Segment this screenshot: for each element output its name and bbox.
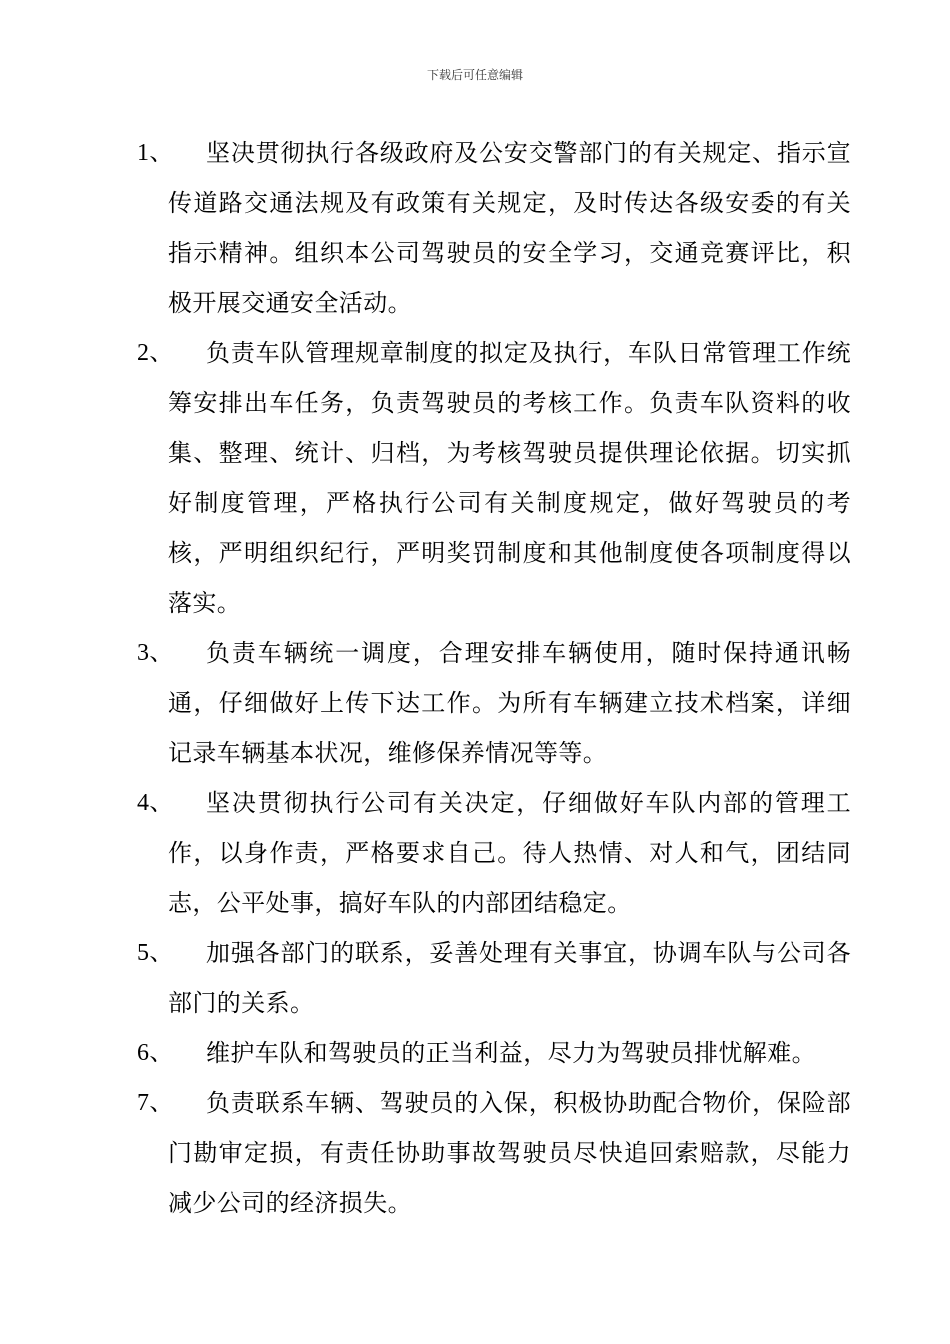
list-item (137, 628, 851, 778)
item-text: 加强各部门的联系，妥善处理有关事宜，协调车队与公司各部门的关系。 (168, 939, 851, 1017)
item-number: 6、 (137, 1040, 174, 1066)
item-text: 负责车队管理规章制度的拟定及执行，车队日常管理工作统筹安排出车任务，负责驾驶员的考核工作。负责车队资料的收集、整理、统计、归档，为考核驾驶员提供理论依据。切实抓好制度管理，严格执行公司有关制度规定，做好驾驶员的考核，严明组织纪行，严明奖罚制度和其他制度使各项制度得以落实。 (168, 339, 851, 617)
item-number: 4、 (137, 790, 174, 816)
item-text: 负责车辆统一调度，合理安排车辆使用，随时保持通讯畅通，仔细做好上传下达工作。为所有车辆建立技术档案，详细记录车辆基本状况，维修保养情况等等。 (168, 639, 851, 767)
list-item (137, 1078, 851, 1228)
item-text: 负责联系车辆、驾驶员的入保，积极协助配合物价，保险部门勘审定损，有责任协助事故驾驶员尽快追回索赔款，尽能力减少公司的经济损失。 (168, 1089, 851, 1217)
header-note: 下载后可任意编辑 (426, 68, 523, 82)
item-number: 3、 (137, 640, 174, 666)
list-item (137, 1028, 851, 1078)
item-text: 坚决贯彻执行公司有关决定，仔细做好车队内部的管理工作，以身作责，严格要求自己。待人热情、对人和气，团结同志，公平处事，搞好车队的内部团结稳定。 (168, 789, 851, 917)
item-number: 1、 (137, 140, 174, 166)
item-text: 坚决贯彻执行各级政府及公安交警部门的有关规定、指示宣传道路交通法规及有政策有关规定，及时传达各级安委的有关指示精神。组织本公司驾驶员的安全学习，交通竞赛评比，积极开展交通安全活动。 (168, 139, 851, 317)
item-number: 5、 (137, 940, 174, 966)
item-number: 7、 (137, 1090, 174, 1116)
item-text: 维护车队和驾驶员的正当利益，尽力为驾驶员排忧解难。 (206, 1039, 816, 1067)
list-item (137, 128, 851, 328)
list-item (137, 328, 851, 628)
item-number: 2、 (137, 340, 174, 366)
list-item (137, 928, 851, 1028)
duty-list (137, 128, 851, 1228)
list-item (137, 778, 851, 928)
